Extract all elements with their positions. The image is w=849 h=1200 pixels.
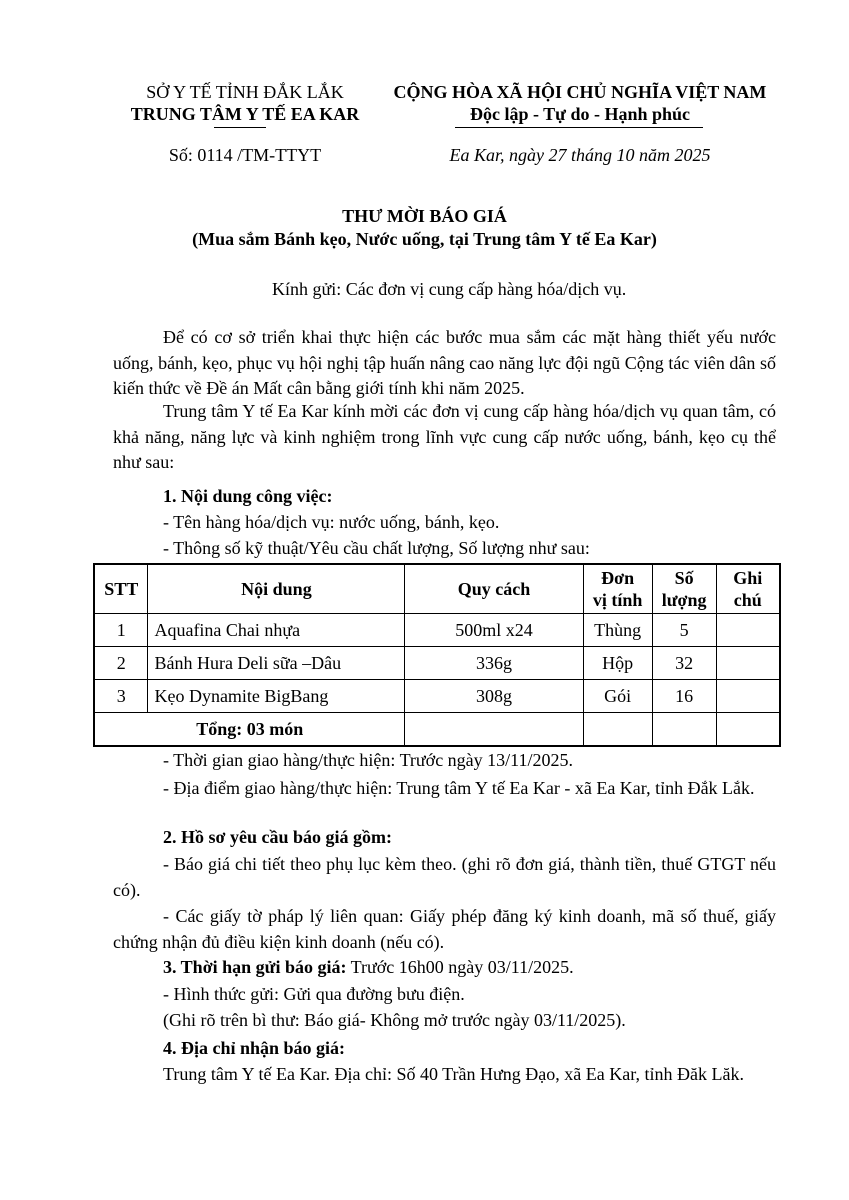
intro-paragraph-2: Trung tâm Y tế Ea Kar kính mời các đơn vị cung cấp hàng hóa/dịch vụ quan tâm, có khả năng, năng lực và kinh nghiệm trong lĩnh vực cung cấp nước uống, bánh, kẹo cụ thể như sau:	[113, 401, 776, 472]
col-qty	[652, 564, 716, 614]
col-note	[716, 564, 780, 614]
total-empty-cell	[405, 713, 583, 747]
row-qty: 32	[652, 647, 716, 680]
delivery-place: - Địa điểm giao hàng/thực hiện: Trung tâm Y tế Ea Kar - xã Ea Kar, tỉnh Đắk Lắk.	[163, 778, 755, 798]
intro-paragraph-1: Để có cơ sở triển khai thực hiện các bước mua sắm các mặt hàng thiết yếu nước uống, bánh, kẹo, phục vụ hội nghị tập huấn nâng cao năng lực đội ngũ Cộng tác viên dân số kiến thức về Đề án Mất cân bằng giới tính khi năm 2025.	[113, 327, 776, 398]
row-content: Aquafina Chai nhựa	[148, 614, 405, 647]
greeting: Kính gửi: Các đơn vị cung cấp hàng hóa/dịch vụ.	[272, 279, 627, 299]
col-content: Nội dung	[148, 564, 405, 614]
section-3-deadline: Trước 16h00 ngày 03/11/2025.	[346, 957, 574, 977]
col-stt: STT	[94, 564, 148, 614]
row-note	[716, 647, 780, 680]
col-qty-line2: lượng	[661, 590, 707, 610]
row-content: Bánh Hura Deli sữa –Dâu	[148, 647, 405, 680]
section-2-heading: 2. Hồ sơ yêu cầu báo giá gồm:	[163, 827, 392, 847]
section-3-heading: 3. Thời hạn gửi báo giá:	[163, 957, 347, 977]
row-qty: 16	[652, 680, 716, 713]
section-2-item-2: - Các giấy tờ pháp lý liên quan: Giấy phép đăng ký kinh doanh, mã số thuế, giấy chứng nhận đủ điều kiện kinh doanh (nếu có).	[113, 906, 776, 952]
row-qty: 5	[652, 614, 716, 647]
table-header-row	[94, 564, 780, 614]
envelope-note: (Ghi rõ trên bì thư: Báo giá- Không mở trước ngày 03/11/2025).	[163, 1010, 626, 1030]
table-total: Tổng: 03 món	[94, 713, 405, 747]
col-unit-line1: Đơn	[601, 568, 635, 588]
item-name-line: - Tên hàng hóa/dịch vụ: nước uống, bánh, kẹo.	[163, 512, 500, 532]
row-spec: 336g	[405, 647, 583, 680]
col-qty-line1: Số	[674, 568, 694, 588]
row-unit: Gói	[583, 680, 652, 713]
item-spec-line: - Thông số kỹ thuật/Yêu cầu chất lượng, Số lượng như sau:	[163, 538, 590, 558]
doc-subtitle: (Mua sắm Bánh kẹo, Nước uống, tại Trung tâm Y tế Ea Kar)	[192, 229, 657, 249]
table-row	[94, 647, 780, 680]
row-spec: 500ml x24	[405, 614, 583, 647]
col-spec: Quy cách	[405, 564, 583, 614]
row-unit: Thùng	[583, 614, 652, 647]
table-total-row	[94, 713, 780, 747]
row-unit: Hộp	[583, 647, 652, 680]
section-4-heading: 4. Địa chỉ nhận báo giá:	[163, 1038, 346, 1058]
receiving-address: Trung tâm Y tế Ea Kar. Địa chỉ: Số 40 Trần Hưng Đạo, xã Ea Kar, tỉnh Đăk Lăk.	[163, 1064, 744, 1084]
section-1-heading: 1. Nội dung công việc:	[163, 486, 333, 506]
nation-motto: Độc lập - Tự do - Hạnh phúc	[469, 104, 691, 124]
col-unit	[583, 564, 652, 614]
org-parent: SỞ Y TẾ TỈNH ĐẮK LẮK	[146, 82, 344, 102]
org-name: TRUNG TÂM Y TẾ EA KAR	[130, 104, 360, 124]
date-line: Ea Kar, ngày 27 tháng 10 năm 2025	[449, 145, 711, 165]
row-stt: 3	[94, 680, 148, 713]
nation-title: CỘNG HÒA XÃ HỘI CHỦ NGHĨA VIỆT NAM	[393, 82, 767, 102]
total-empty-cell	[652, 713, 716, 747]
org-underline	[214, 127, 266, 128]
section-2-item-1: - Báo giá chi tiết theo phụ lục kèm theo. (ghi rõ đơn giá, thành tiền, thuế GTGT nếu có).	[113, 854, 776, 900]
motto-underline	[455, 127, 703, 128]
table-row	[94, 614, 780, 647]
doc-title: THƯ MỜI BÁO GIÁ	[342, 206, 507, 226]
row-content: Kẹo Dynamite BigBang	[148, 680, 405, 713]
row-note	[716, 614, 780, 647]
table-row	[94, 680, 780, 713]
section-3-line	[163, 957, 574, 978]
row-stt: 2	[94, 647, 148, 680]
delivery-time: - Thời gian giao hàng/thực hiện: Trước ngày 13/11/2025.	[163, 750, 574, 770]
row-spec: 308g	[405, 680, 583, 713]
total-empty-cell	[583, 713, 652, 747]
row-stt: 1	[94, 614, 148, 647]
col-note-line2: chú	[733, 590, 762, 610]
goods-table	[93, 563, 781, 747]
send-method: - Hình thức gửi: Gửi qua đường bưu điện.	[163, 984, 465, 1004]
col-note-line1: Ghi	[733, 568, 763, 588]
doc-number: Số: 0114 /TM-TTYT	[168, 145, 322, 165]
row-note	[716, 680, 780, 713]
total-empty-cell	[716, 713, 780, 747]
col-unit-line2: vị tính	[592, 590, 643, 610]
